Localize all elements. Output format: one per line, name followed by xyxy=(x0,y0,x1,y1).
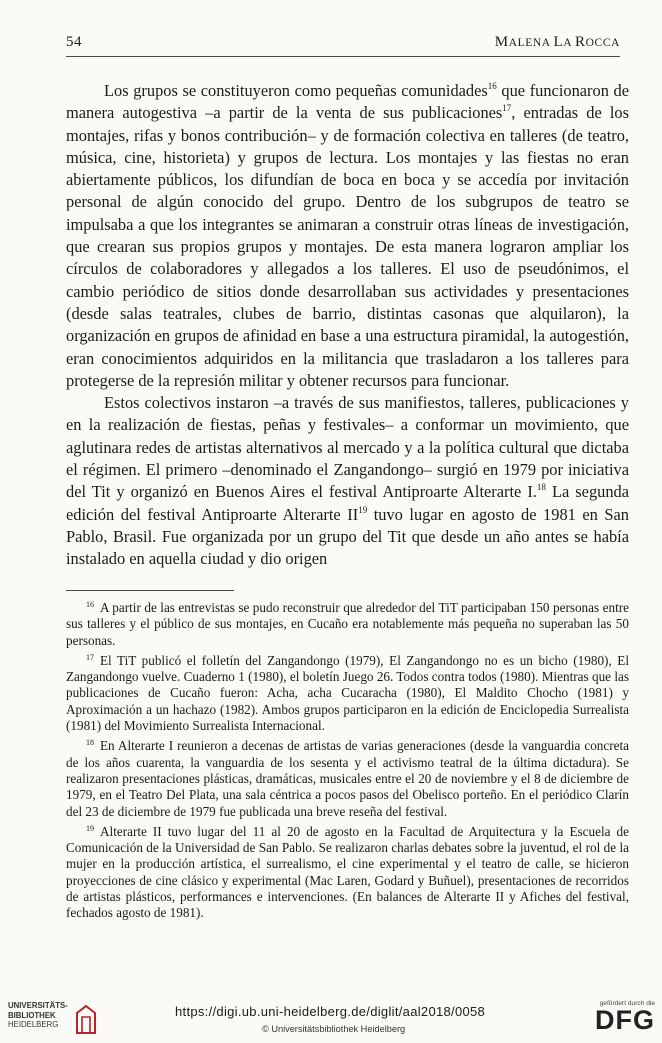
digitization-footer xyxy=(0,995,662,1043)
funder-caption: gefördert durch die xyxy=(599,1000,655,1007)
author-initial: M xyxy=(494,34,509,50)
digital-copy-link[interactable]: https://digi.ub.uni-heidelberg.de/diglit/aal2018/0058 xyxy=(175,1004,486,1019)
footnote-number: 18 xyxy=(86,738,94,748)
footnote-reference: 17 xyxy=(502,103,512,114)
footnote-text: En Alterarte I reunieron a decenas de artistas de varias generaciones (desde la vanguardia concreta de los años cuarenta, la vanguardia de los sesenta y el activismo teatral de la última dictadura). Se realizaron presentaciones plásticas, dramáticas, musicales entre el 20 de noviembre y el 8 de diciembre de 1979, en el Teatro Del Plata, una sala céntrica a pocos pasos del Obelisco porteño. En el periódico Clarín del 23 de diciembre de 1979 fue publicada una breve reseña del festival. xyxy=(66,738,629,819)
dfg-logo-mark: DFG xyxy=(595,1005,655,1035)
footnote-number: 17 xyxy=(86,652,94,662)
body-text-run: tuvo lugar en agosto de 1981 en San Pablo, Brasil. Fue organizada por un grupo del Tit que desde un año antes se había instalado en aquella ciudad y dio origen xyxy=(66,504,630,569)
page-number: 54 xyxy=(66,34,82,50)
author-smallcaps: OCCA xyxy=(585,37,620,49)
library-mark-icon xyxy=(74,1003,98,1035)
footnotes xyxy=(66,600,629,926)
body-paragraph xyxy=(66,392,629,570)
body-text-run: Los grupos se constituyeron como pequeñas comunidades xyxy=(104,81,488,100)
footnote-reference: 16 xyxy=(487,81,497,91)
footnote-text: El TiT publicó el folletín del Zangandongo (1979), El Zangandongo no es un bicho (1980), El Zangandongo vuelve. Cuaderno 1 (1980), el boletín Juego 26. Todos contra todos (1980). Mientras que las publicaciones de Cucaño fueron: Acha, acha Cucaracha (1980), El Maldito Chocho (1981) y Aproximación a un hachazo (1982). Ambos grupos participaron en la edición de Enciclopedia Surrealista (1981) del Movimiento Surrealista Internacional. xyxy=(66,652,629,734)
footnote xyxy=(66,824,629,922)
library-name: UNIVERSITÄTS- BIBLIOTHEK HEIDELBERG xyxy=(8,1001,68,1030)
body-text-run: que funcionaron de manera autogestiva –a partir de la venta de sus publicaciones xyxy=(66,81,629,123)
running-header xyxy=(66,34,620,57)
footnote-rule xyxy=(66,590,234,591)
body-text-run: Estos colectivos instaron –a través de sus manifiestos, talleres, publicaciones y en la realización de fiestas, peñas y festivales– a conformar un movimiento, que aglutinara redes de artistas alternativos al mercado y a la política cultural que dictaba el régimen. El primero –denominado el Zangandongo– surgió en 1979 por iniciativa del Tit y organizó en Buenos Aires el festival Antiproarte Alterarte I. xyxy=(66,393,629,502)
library-logo[interactable] xyxy=(8,1001,98,1039)
running-head-author xyxy=(495,34,620,51)
footnote-reference: 19 xyxy=(358,504,368,515)
footnote xyxy=(66,738,629,819)
funder-logo xyxy=(583,1000,655,1038)
footnote xyxy=(66,653,629,734)
footnote-text: Alterarte II tuvo lugar del 11 al 20 de agosto en la Facultad de Arquitectura y la Escuela de Comunicación de la Universidad de San Pablo. Se realizaron charlas debates sobre la juventud, el rol de la mujer en la producción artística, el surrealismo, el cine experimental y el teatro de calle, se hicieron proyecciones de cine clásico y experimental (Mac Laren, Godard y Buñuel), presentaciones de recorridos de artistas plásticos, performances e intervenciones. (En balances de Alterarte II y Afiches del festival, fechados agosto de 1981). xyxy=(66,823,629,921)
footnote-number: 16 xyxy=(86,600,94,609)
author-initial: R xyxy=(575,34,586,50)
footnote-reference: 18 xyxy=(536,482,546,493)
body-text xyxy=(66,80,629,571)
body-paragraph xyxy=(66,80,629,392)
footnote-text: A partir de las entrevistas se pudo reconstruir que alrededor del TiT participaban 150 personas entre sus talleres y el público de sus montajes, en Cucaño era notablemente más pequeña no superaban las 50 personas. xyxy=(66,600,629,648)
body-text-run: La segunda edición del festival Antiproarte Alterarte II xyxy=(66,482,629,524)
author-initial: L xyxy=(553,34,564,50)
footnote xyxy=(66,600,629,649)
author-smallcaps: A xyxy=(563,37,576,49)
footnote-number: 19 xyxy=(86,823,94,833)
copyright-note: © Universitätsbibliothek Heidelberg xyxy=(262,1024,406,1034)
author-smallcaps: ALENA xyxy=(508,37,554,49)
body-text-run: , entradas de los montajes, rifas y bonos contribución– y de formación colectiva en talleres (de teatro, música, cine, historieta) y grupos de lectura. Los montajes y las fiestas no eran abiertamente públicos, los difundían de boca en boca y se accedía por invitación personal de algún conocido del grupo. Dentro de los subgrupos de teatro se impulsaba a que los integrantes se animaran a construir otras líneas de investigación, que crearan sus propios grupos y montajes. De esta manera lograron ampliar los círculos de colaboradores y allegados a los talleres. El uso de pseudónimos, el cambio periódico de sitios donde desarrollaban sus actividades y presentaciones (desde salas teatrales, clubes de barrio, distintas casonas que alquilaron), la organización en grupos de afinidad en base a una estructura piramidal, la autogestión, eran conocimientos adquiridos en la militancia que trasladaron a los talleres para protegerse de la represión militar y obtener recursos para funcionar. xyxy=(66,103,629,390)
